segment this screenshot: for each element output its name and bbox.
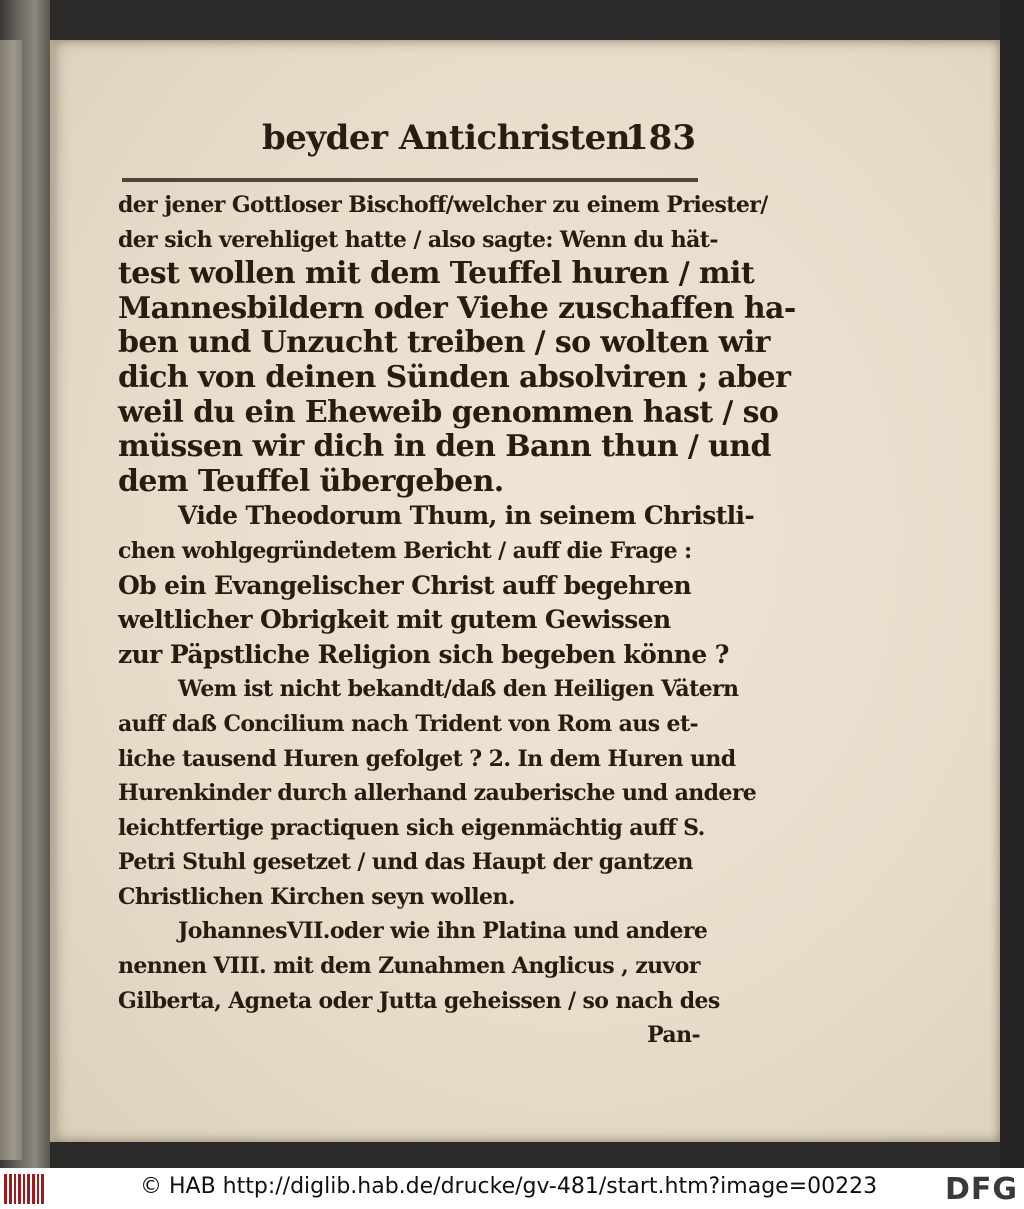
text-line: Hurenkinder durch allerhand zauberische und andere: [118, 780, 757, 807]
catchword: Pan-: [647, 1022, 700, 1049]
page-gutter-shadow: [50, 40, 58, 1142]
header-rule: [122, 178, 698, 182]
text-line: Mannesbildern oder Viehe zuschaffen ha-: [118, 290, 796, 326]
text-line: zur Päpstliche Religion sich begeben könne ?: [118, 639, 729, 669]
text-line: leichtfertige practiquen sich eigenmächtig auff S.: [118, 814, 705, 841]
text-line: weil du ein Eheweib genommen hast / so: [118, 394, 779, 430]
page-header: [262, 118, 702, 166]
text-line: Christlichen Kirchen seyn wollen.: [118, 883, 515, 910]
text-line: müssen wir dich in den Bann thun / und: [118, 429, 771, 465]
neighbouring-page-edge: [0, 40, 22, 1160]
text-line: der jener Gottloser Bischoff/welcher zu einem Priester/: [118, 192, 768, 218]
text-line: chen wohlgegründetem Bericht / auff die Frage :: [118, 537, 692, 564]
hab-barcode-logo-icon: [4, 1174, 48, 1204]
page-body: [118, 188, 796, 1053]
text-line: liche tausend Huren gefolget ? 2. In dem Huren und: [118, 745, 736, 772]
permalink-url[interactable]: © HAB http://diglib.hab.de/drucke/gv-481/start.htm?image=00223: [140, 1174, 878, 1199]
text-line: ben und Unzucht treiben / so wolten wir: [118, 325, 770, 361]
text-line: Petri Stuhl gesetzet / und das Haupt der gantzen: [118, 849, 693, 876]
text-line: JohannesVII.oder wie ihn Platina und andere: [178, 918, 708, 945]
text-line: test wollen mit dem Teuffel huren / mit: [118, 256, 755, 292]
text-line: Vide Theodorum Thum, in seinem Christli-: [178, 501, 755, 531]
text-line: Ob ein Evangelischer Christ auff begehren: [118, 570, 692, 600]
page-number: 183: [625, 118, 696, 158]
dfg-logo: DFG: [944, 1172, 1018, 1207]
text-line: weltlicher Obrigkeit mit gutem Gewissen: [118, 605, 671, 635]
text-line: Gilberta, Agneta oder Jutta geheissen / so nach des: [118, 987, 720, 1014]
text-line: Wem ist nicht bekandt/daß den Heiligen Vätern: [178, 676, 739, 703]
running-head: beyder Antichristen.: [262, 118, 642, 158]
text-line: der sich verehliget hatte / also sagte: Wenn du hät-: [118, 226, 718, 253]
text-line: nennen VIII. mit dem Zunahmen Anglicus , zuvor: [118, 953, 700, 980]
text-line: auff daß Concilium nach Trident von Rom aus et-: [118, 710, 699, 737]
viewer-footer: [0, 1168, 1024, 1209]
text-line: dich von deinen Sünden absolviren ; aber: [118, 359, 791, 395]
text-line: dem Teuffel übergeben.: [118, 463, 504, 499]
scan-background-right: [1000, 0, 1024, 1168]
